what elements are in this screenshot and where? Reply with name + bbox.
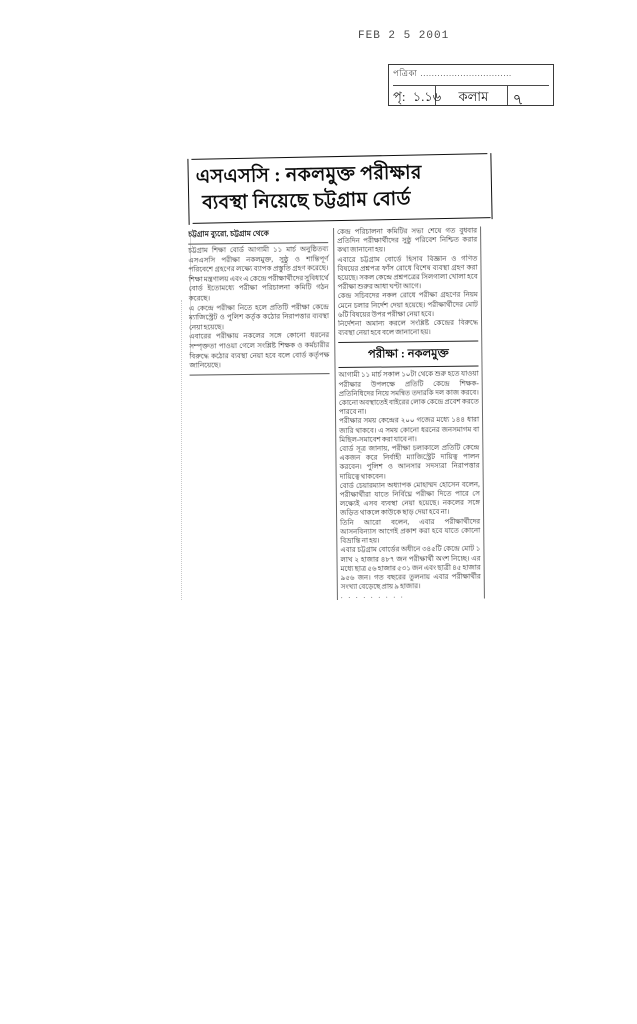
right-lower-paragraph-5: তিনি আরো বলেন, এবার পরীক্ষার্থীদের আসনবিন্যাস আগেই প্রকাশ করা হবে যাতে কোনো বিভ্রান্তি না হয়।: [340, 517, 481, 546]
headline-block: [189, 157, 490, 221]
handwritten-mark: ৭: [511, 91, 525, 110]
stamp-page-label: পৃ:: [393, 89, 406, 104]
right-paragraph-3: কেন্দ্র সচিবদের নকল রোধে পরীক্ষা গ্রহণের নিয়ম মেনে চলার নির্দেশ দেয়া হয়েছে। পরীক্ষার্থীদের মোট ৬টি বিষয়ের উপর পরীক্ষা নেয়া হবে।: [337, 290, 478, 319]
stamp-page-value: ১.১৬: [412, 89, 442, 104]
right-column-tail: . . . . . . . . .: [340, 591, 405, 601]
right-paragraph-1: কেন্দ্র পরিচালনা কমিটির সভা শেষে গত বুধবার প্রতিদিন পরীক্ষার্থীদের সুষ্ঠু পরিবেশ নিশ্চিত করার কথা জানানো হয়।: [337, 226, 478, 255]
left-column-end-rule: [190, 373, 330, 375]
headline-right-edge: [490, 153, 492, 219]
byline: চট্টগ্রাম ব্যুরো, চট্টগ্রাম থেকে: [188, 228, 328, 244]
stamp-paper-label: পত্রিকা ................................: [393, 68, 512, 78]
headline-line-2: ব্যবস্থা নিয়েছে চট্টগ্রাম বোর্ড: [202, 188, 411, 214]
date-stamp: FEB 2 5 2001: [358, 30, 450, 42]
right-paragraph-2: এবারে চট্টগ্রাম বোর্ডে হিসাব বিজ্ঞান ও গণিত বিষয়ের প্রশ্নপত্র ফাঁস রোধে বিশেষ ব্যবস্থা গ্রহণ করা হয়েছে। সকল কেন্দ্রে প্রশ্নপত্রের সিলগালা খোলা হবে পরীক্ষা শুরুর আধা ঘণ্টা আগে।: [337, 254, 478, 292]
stamp-column-label: কলাম: [458, 89, 489, 104]
headline-left-edge: [187, 159, 189, 225]
right-lower-paragraph-2: পরীক্ষার সময় কেন্দ্রের ২০০ গজের মধ্যে ১৪৪ ধারা জারি থাকবে। এ সময় কোনো ধরনের জনসমাগম বা মিছিল-সমাবেশ করা যাবে না।: [339, 415, 480, 444]
sub-headline: পরীক্ষা : নকলমুক্ত: [338, 341, 478, 368]
article-columns: [188, 226, 492, 601]
right-lower-paragraph-6: এবার চট্টগ্রাম বোর্ডের অধীনে ৩৪৫টি কেন্দ্রে মোট ১ লাখ ২ হাজার ৪৮৭ জন পরীক্ষার্থী অংশ নিচ্ছে। এর মধ্যে ছাত্র ৫৬ হাজার ৫৩১ জন এবং ছাত্রী ৪৫ হাজার ৯৫৬ জন। গত বছরের তুলনায় এবার পরীক্ষার্থীর সংখ্যা বেড়েছে প্রায় ৯ হাজার।: [340, 544, 481, 592]
archive-stamp-box: [388, 64, 554, 110]
stamp-page-field: [393, 88, 549, 109]
right-lower-paragraph-4: বোর্ড চেয়ারম্যান অধ্যাপক মোহাম্মদ হোসেন বলেন, পরীক্ষার্থীরা যাতে নির্বিঘ্নে পরীক্ষা দিতে পারে সে লক্ষ্যেই এসব ব্যবস্থা নেয়া হয়েছে। নকলের সঙ্গে জড়িত থাকলে কাউকে ছাড় দেয়া হবে না।: [339, 480, 480, 518]
left-paragraph-1: চট্টগ্রাম শিক্ষা বোর্ড আগামী ১১ মার্চ অনুষ্ঠিতব্য এসএসসি পরীক্ষা নকলমুক্ত, সুষ্ঠু ও শান্তিপূর্ণ পরিবেশে গ্রহণের লক্ষ্যে ব্যাপক প্রস্তুতি গ্রহণ করেছে। শিক্ষা মন্ত্রণালয় এবং এ কেন্দ্রে পরীক্ষার্থীদের সুবিধার্থে বোর্ড ইতোমধ্যে পরীক্ষা পরিচালনা কমিটি গঠন করেছে।: [188, 245, 329, 303]
headline-top-rule: [191, 153, 487, 160]
headline-bottom-rule: [193, 217, 491, 224]
page-fold-crease: [181, 300, 182, 600]
right-lower-paragraph-1: আগামী ১১ মার্চ সকাল ১০টা থেকে শুরু হতে যাওয়া পরীক্ষার উপলক্ষে প্রতিটি কেন্দ্রে শিক্ষক-প্রতিনিধিদের নিয়ে সমন্বিত তদারকি দল কাজ করবে। কোনো অবস্থাতেই বাইরের লোক কেন্দ্রে প্রবেশ করতে পারবে না।: [338, 369, 479, 417]
column-left: [188, 228, 332, 602]
right-paragraph-4: নির্দেশনা অমান্য করলে সংশ্লিষ্ট কেন্দ্রের বিরুদ্ধে ব্যবস্থা নেয়া হবে বলে জানানো হয়।: [338, 318, 479, 338]
stamp-divider: [393, 85, 549, 86]
column-right: [333, 227, 485, 601]
left-paragraph-2: এ কেন্দ্রে পরীক্ষা নিতে হলে প্রতিটি পরীক্ষা কেন্দ্রে ম্যাজিস্ট্রেট ও পুলিশ কর্তৃক কঠোর নিরাপত্তার ব্যবস্থা নেয়া হয়েছে।: [188, 302, 330, 332]
left-paragraph-3: এবারের পরীক্ষায় নকলের সঙ্গে কোনো ধরনের সম্পৃক্ততা পাওয়া গেলে সংশ্লিষ্ট শিক্ষক ও কর্মচারীর বিরুদ্ধে কঠোর ব্যবস্থা নেয়া হবে বলে বোর্ড কর্তৃপক্ষ জানিয়েছে।: [189, 331, 330, 370]
newspaper-clipping: [188, 160, 490, 601]
headline-line-1: এসএসসি : নকলমুক্ত পরীক্ষার: [195, 162, 422, 188]
right-lower-paragraph-3: বোর্ড সূত্র জানায়, পরীক্ষা চলাকালে প্রতিটি কেন্দ্রে একজন করে নির্বাহী ম্যাজিস্ট্রেট দায়িত্ব পালন করবেন। পুলিশ ও আনসার সদস্যরা নিরাপত্তার দায়িত্বে থাকবেন।: [339, 443, 480, 481]
